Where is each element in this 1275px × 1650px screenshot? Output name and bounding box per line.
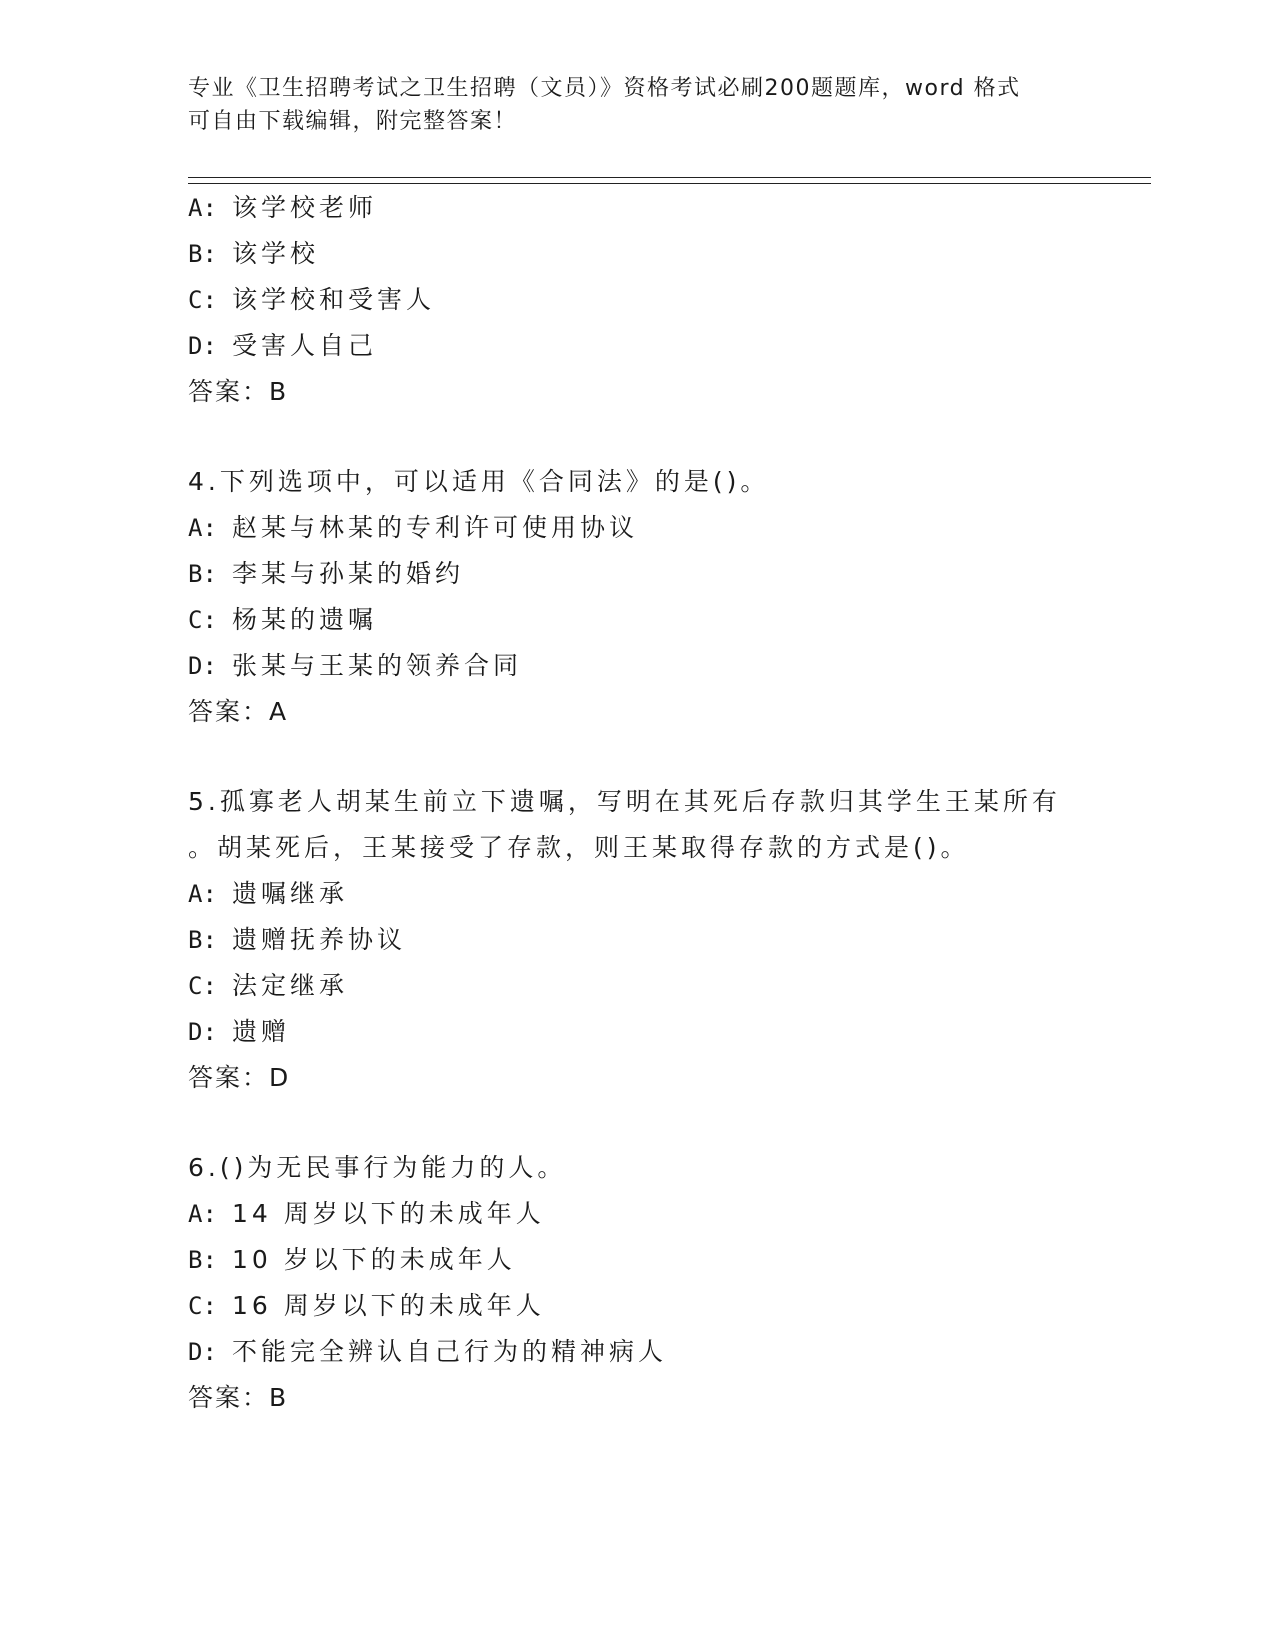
option-text: 张某与王某的领养合同 bbox=[232, 651, 523, 680]
option-d bbox=[188, 1009, 1088, 1055]
option-letter: C: bbox=[188, 1292, 217, 1320]
question-6 bbox=[188, 1145, 1088, 1421]
question-stem: 6.()为无民事行为能力的人。 bbox=[188, 1153, 567, 1182]
option-letter: B: bbox=[188, 240, 217, 268]
option-text: 法定继承 bbox=[232, 971, 349, 1000]
question-3 bbox=[188, 185, 1088, 415]
option-letter: A: bbox=[188, 880, 217, 908]
answer-line: 答案：B bbox=[188, 377, 289, 406]
question-stem: 4.下列选项中，可以适用《合同法》的是()。 bbox=[188, 467, 770, 496]
option-letter: D: bbox=[188, 332, 217, 360]
option-text: 杨某的遗嘱 bbox=[232, 605, 378, 634]
option-b bbox=[188, 1237, 1088, 1283]
option-letter: B: bbox=[188, 926, 217, 954]
option-letter: D: bbox=[188, 652, 217, 680]
option-text: 不能完全辨认自己行为的精神病人 bbox=[232, 1337, 668, 1366]
option-a bbox=[188, 505, 1088, 551]
option-text: 遗赠抚养协议 bbox=[232, 925, 407, 954]
option-a bbox=[188, 185, 1088, 231]
option-c bbox=[188, 277, 1088, 323]
option-d bbox=[188, 1329, 1088, 1375]
option-letter: D: bbox=[188, 1338, 217, 1366]
option-text: 该学校 bbox=[232, 239, 320, 268]
option-letter: A: bbox=[188, 194, 217, 222]
question-list bbox=[188, 185, 1088, 1465]
option-letter: D: bbox=[188, 1018, 217, 1046]
option-letter: C: bbox=[188, 972, 217, 1000]
option-letter: B: bbox=[188, 1246, 217, 1274]
option-c bbox=[188, 597, 1088, 643]
option-c bbox=[188, 963, 1088, 1009]
option-text: 赵某与林某的专利许可使用协议 bbox=[232, 513, 639, 542]
option-a bbox=[188, 1191, 1088, 1237]
option-text: 遗赠 bbox=[232, 1017, 291, 1046]
option-text: 16 周岁以下的未成年人 bbox=[232, 1291, 545, 1320]
question-stem-line-2: 。胡某死后，王某接受了存款，则王某取得存款的方式是()。 bbox=[188, 833, 970, 862]
option-d bbox=[188, 323, 1088, 369]
option-b bbox=[188, 231, 1088, 277]
header-title-line-1: 专业《卫生招聘考试之卫生招聘（文员）》资格考试必刷200题题库，word 格式 bbox=[188, 76, 1021, 101]
option-letter: B: bbox=[188, 560, 217, 588]
header-divider-bottom bbox=[188, 183, 1151, 184]
option-letter: A: bbox=[188, 1200, 217, 1228]
option-text: 该学校和受害人 bbox=[232, 285, 436, 314]
answer-line: 答案：B bbox=[188, 1383, 289, 1412]
option-d bbox=[188, 643, 1088, 689]
option-letter: C: bbox=[188, 286, 217, 314]
option-a bbox=[188, 871, 1088, 917]
option-b bbox=[188, 917, 1088, 963]
option-text: 该学校老师 bbox=[232, 193, 378, 222]
question-stem-line-1: 5.孤寡老人胡某生前立下遗嘱，写明在其死后存款归其学生王某所有 bbox=[188, 787, 1061, 816]
header-divider-top bbox=[188, 177, 1151, 178]
option-b bbox=[188, 551, 1088, 597]
option-text: 14 周岁以下的未成年人 bbox=[232, 1199, 545, 1228]
header-title-line-2: 可自由下载编辑，附完整答案！ bbox=[188, 109, 518, 134]
question-4 bbox=[188, 459, 1088, 735]
answer-line: 答案：D bbox=[188, 1063, 291, 1092]
option-text: 遗嘱继承 bbox=[232, 879, 349, 908]
document-header bbox=[188, 72, 1088, 138]
option-letter: C: bbox=[188, 606, 217, 634]
question-5 bbox=[188, 779, 1088, 1101]
option-text: 李某与孙某的婚约 bbox=[232, 559, 465, 588]
option-c bbox=[188, 1283, 1088, 1329]
option-text: 10 岁以下的未成年人 bbox=[232, 1245, 516, 1274]
option-text: 受害人自己 bbox=[232, 331, 378, 360]
option-letter: A: bbox=[188, 514, 217, 542]
answer-line: 答案：A bbox=[188, 697, 289, 726]
